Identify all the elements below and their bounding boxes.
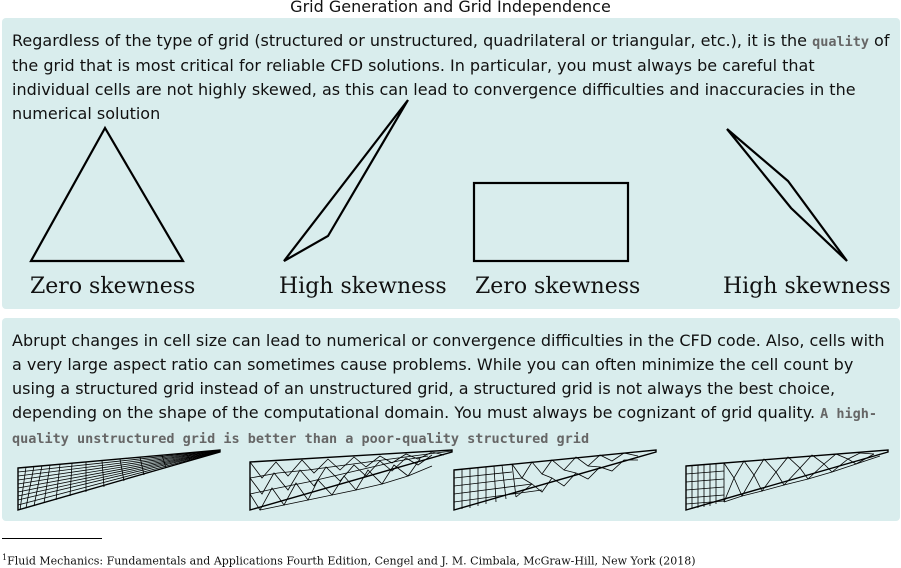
hybrid-structured-unstructured-grid-image xyxy=(684,448,890,512)
footnote-marker: 1 xyxy=(2,553,8,562)
unstructured-triangle-grid-image xyxy=(248,448,454,512)
page-title: Grid Generation and Grid Independence xyxy=(290,0,611,16)
paragraph-text-before: Regardless of the type of grid (structured or unstructured, quadrilateral or triangular, etc.), it is the xyxy=(12,31,813,50)
grid-quality-highlight: A high-quality unstructured grid is better than a poor-quality structured grid xyxy=(12,406,878,447)
caption-zero-skewness-rectangle: Zero skewness xyxy=(475,274,641,299)
quality-keyword: quality xyxy=(812,34,869,50)
grid-quality-paragraph xyxy=(12,329,890,451)
skewness-panel xyxy=(2,18,900,309)
hybrid-quad-grid-image xyxy=(452,448,658,512)
paragraph-text-after: of the grid that is most critical for reliable CFD solutions. In particular, you must always be careful that individual cells are not highly skewed, as this can lead to convergence difficulties and inaccuracies in the numerical solution xyxy=(12,31,890,123)
caption-high-skewness-triangle: High skewness xyxy=(279,274,447,299)
grid-quality-text: Abrupt changes in cell size can lead to numerical or convergence difficulties in the CFD code. Also, cells with a very large aspect ratio can sometimes cause problems. While you can often minimize the cell count by using a structured grid instead of an unstructured grid, a structured grid is not always the best choice, depending on the shape of the computational domain. You must always be cognizant of grid quality. xyxy=(12,331,885,422)
footnote-text: Fluid Mechanics: Fundamentals and Applications Fourth Edition, Cengel and J. M. Cimbala, McGraw-Hill, New York (2018) xyxy=(7,554,696,568)
skewed-quadrilateral-cell xyxy=(2,18,900,309)
footnote-divider xyxy=(2,538,102,539)
grid-quality-panel xyxy=(2,318,900,521)
footnote xyxy=(2,553,695,568)
caption-zero-skewness-triangle: Zero skewness xyxy=(30,274,196,299)
structured-skewed-grid-image xyxy=(16,448,222,512)
caption-high-skewness-quad: High skewness xyxy=(723,274,891,299)
